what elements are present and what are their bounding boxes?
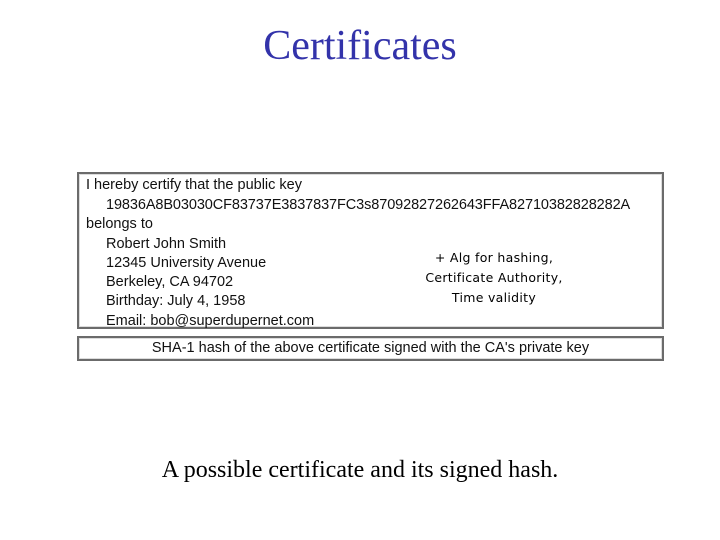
public-key-value: 19836A8B03030CF83737E3837837FC3s87092827262643FFA82710382828282A	[106, 196, 631, 213]
owner-name: Robert John Smith	[106, 235, 227, 252]
owner-city: Berkeley, CA 94702	[106, 274, 234, 291]
note-line-validity: Time validity	[451, 290, 537, 305]
owner-address-block	[106, 235, 314, 331]
belongs-to-label: belongs to	[86, 216, 153, 232]
certificate-box	[77, 172, 664, 329]
figure-caption: A possible certificate and its signed hash.	[161, 457, 559, 483]
certificate-intro: I hereby certify that the public key	[86, 177, 302, 193]
page-title: Certificates	[263, 23, 457, 69]
owner-street: 12345 University Avenue	[106, 254, 267, 271]
note-line-hashing: + Alg for hashing,	[434, 250, 554, 265]
note-line-authority: Certificate Authority,	[425, 270, 563, 285]
owner-email: Email: bob@superdupernet.com	[106, 312, 315, 329]
signed-hash-box: SHA-1 hash of the above certificate signed with the CA's private key	[77, 336, 664, 361]
owner-birthday: Birthday: July 4, 1958	[106, 293, 246, 310]
certificate-extra-fields-note	[414, 248, 574, 308]
